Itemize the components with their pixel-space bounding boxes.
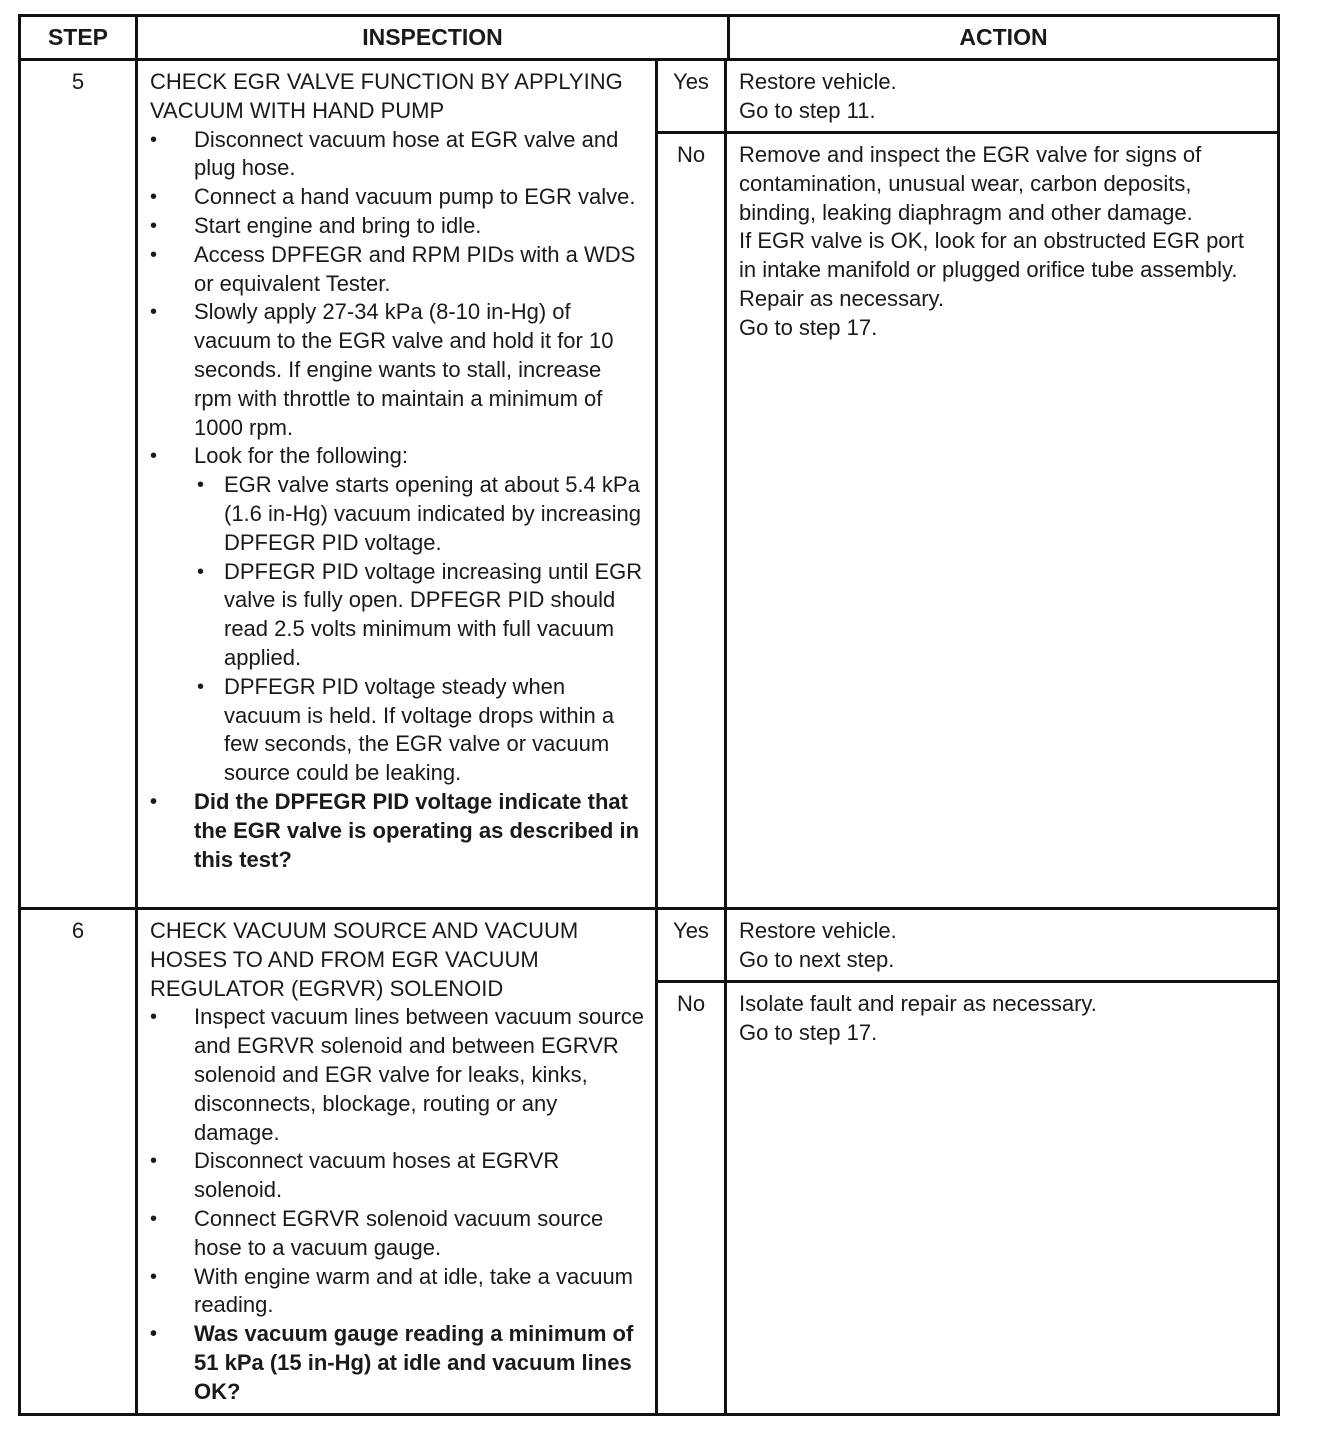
action-yes	[727, 61, 1277, 131]
answer-cell	[658, 61, 1277, 907]
action-no	[727, 134, 1277, 907]
inspection-bullets	[150, 126, 645, 875]
header-step: STEP	[21, 17, 138, 58]
bullet-item: • Connect EGRVR solenoid vacuum source hose to a vacuum gauge.	[150, 1205, 645, 1263]
table-row-step-5	[18, 58, 1280, 910]
action-line: Isolate fault and repair as necessary.	[739, 991, 1097, 1016]
step-number: 6	[21, 910, 138, 1413]
diagnostic-table	[18, 14, 1280, 1416]
answer-label-no: No	[658, 983, 727, 1413]
answer-no	[658, 134, 1277, 907]
action-line: If EGR valve is OK, look for an obstructed EGR port in intake manifold or plugged orifice tube assembly.	[739, 228, 1244, 283]
inspection-title: CHECK EGR VALVE FUNCTION BY APPLYING VACUUM WITH HAND PUMP	[150, 69, 623, 123]
action-line: Restore vehicle.	[739, 69, 897, 94]
inspection-cell	[138, 61, 658, 907]
inspection-bullets	[150, 1003, 645, 1406]
answer-label-yes: Yes	[658, 61, 727, 131]
bullet-item: • Disconnect vacuum hoses at EGRVR solenoid.	[150, 1147, 645, 1205]
inspection-question: • Did the DPFEGR PID voltage indicate that the EGR valve is operating as described in this test?	[150, 788, 645, 874]
action-line: Go to step 17.	[739, 314, 878, 340]
bullet-item: • With engine warm and at idle, take a vacuum reading.	[150, 1263, 645, 1321]
answer-cell	[658, 910, 1277, 1413]
action-line: Restore vehicle.	[739, 918, 897, 943]
sub-bullet-item: • DPFEGR PID voltage increasing until EGR valve is fully open. DPFEGR PID should read 2.5 volts minimum with full vacuum applied.	[194, 558, 645, 673]
bullet-item: • Disconnect vacuum hose at EGR valve and plug hose.	[150, 126, 645, 184]
bullet-item: • Access DPFEGR and RPM PIDs with a WDS or equivalent Tester.	[150, 241, 645, 299]
sub-bullet-item: • DPFEGR PID voltage steady when vacuum is held. If voltage drops within a few seconds, the EGR valve or vacuum source could be leaking.	[194, 673, 645, 788]
action-yes	[727, 910, 1277, 980]
inspection-title: CHECK VACUUM SOURCE AND VACUUM HOSES TO AND FROM EGR VACUUM REGULATOR (EGRVR) SOLENOID	[150, 918, 579, 1001]
answer-label-no: No	[658, 134, 727, 907]
bullet-item: • Start engine and bring to idle.	[150, 212, 645, 241]
action-line: Go to next step.	[739, 946, 895, 972]
step-number: 5	[21, 61, 138, 907]
action-line: Go to step 11.	[739, 97, 876, 123]
header-action: ACTION	[959, 24, 1048, 50]
table-header	[18, 14, 1280, 58]
action-line: Remove and inspect the EGR valve for signs of contamination, unusual wear, carbon deposits, binding, leaking diaphragm and other damage.	[739, 142, 1202, 225]
action-no	[727, 983, 1277, 1413]
action-line: Go to step 17.	[739, 1019, 878, 1045]
inspection-question: • Was vacuum gauge reading a minimum of 51 kPa (15 in-Hg) at idle and vacuum lines OK?	[150, 1320, 645, 1406]
bullet-item-with-subitems	[150, 442, 645, 788]
bullet-item: • Slowly apply 27-34 kPa (8-10 in-Hg) of vacuum to the EGR valve and hold it for 10 seconds. If engine wants to stall, increase rpm with throttle to maintain a minimum of 1000 rpm.	[150, 298, 645, 442]
answer-yes	[658, 61, 1277, 134]
inspection-cell	[138, 910, 658, 1413]
sub-bullets	[194, 471, 645, 788]
answer-label-yes: Yes	[658, 910, 727, 980]
action-line: Repair as necessary.	[739, 285, 945, 311]
sub-bullet-item: • EGR valve starts opening at about 5.4 kPa (1.6 in-Hg) vacuum indicated by increasing DPFEGR PID voltage.	[194, 471, 645, 557]
bullet-item: • Connect a hand vacuum pump to EGR valve.	[150, 183, 645, 212]
bullet-text: • Look for the following:	[194, 443, 409, 469]
bullet-item: • Inspect vacuum lines between vacuum source and EGRVR solenoid and between EGRVR solenoid and EGR valve for leaks, kinks, disconnects, blockage, routing or any damage.	[150, 1003, 645, 1147]
header-inspection: INSPECTION	[138, 17, 730, 58]
table-row-step-6	[18, 910, 1280, 1416]
answer-yes	[658, 910, 1277, 983]
answer-no	[658, 983, 1277, 1413]
